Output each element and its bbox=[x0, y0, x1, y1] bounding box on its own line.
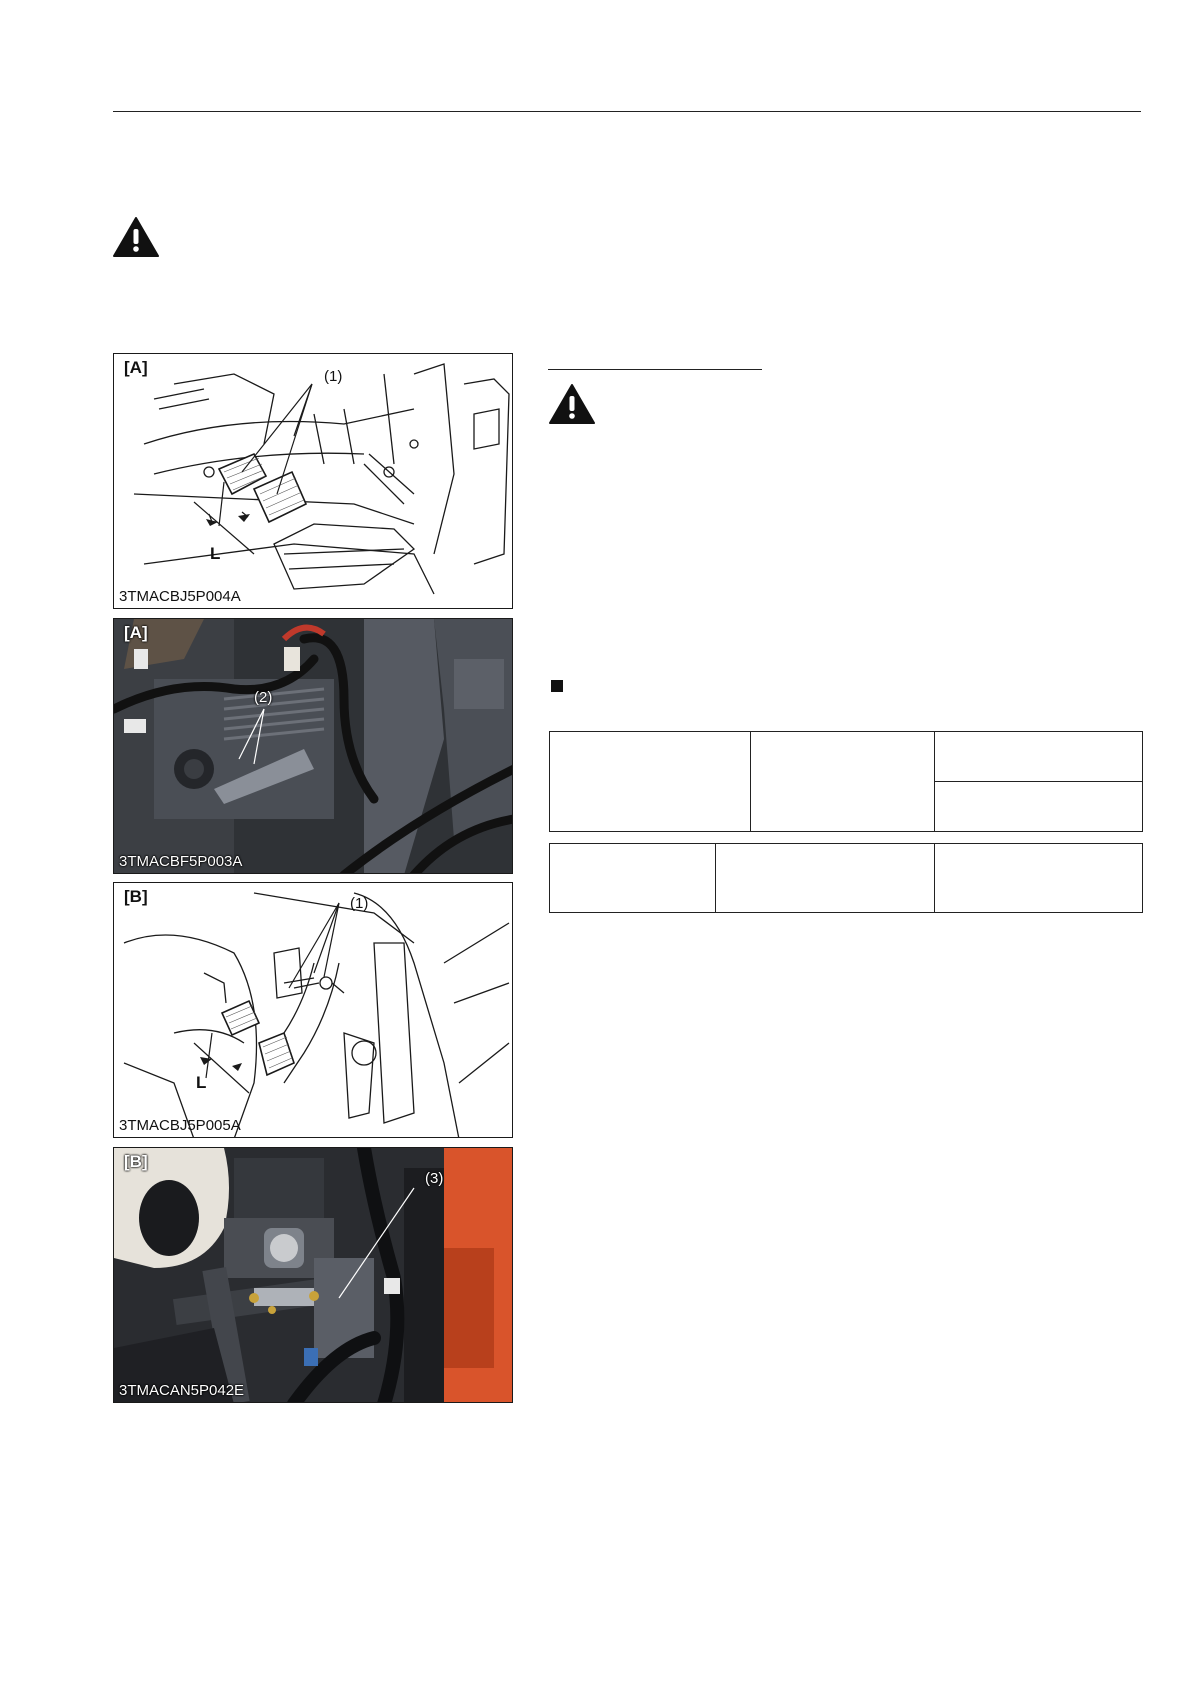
figure-photo-a bbox=[113, 618, 513, 874]
photo-a-illustration bbox=[114, 619, 513, 874]
photo-b-illustration bbox=[114, 1148, 513, 1403]
warning-triangle-icon bbox=[549, 383, 595, 425]
callout-pedal: (1) bbox=[324, 368, 343, 385]
figure-pedal-drawing-a bbox=[113, 353, 513, 609]
figure-code: 3TMACBJ5P005A bbox=[119, 1117, 241, 1134]
spec-table-torque bbox=[549, 843, 1143, 913]
spec-table-cell bbox=[751, 732, 935, 832]
figure-label: [A] bbox=[124, 358, 148, 377]
header-rule bbox=[113, 111, 1141, 112]
spec-table-pedal bbox=[549, 731, 1143, 832]
figure-code: 3TMACBF5P003A bbox=[119, 853, 243, 870]
spec-table-cell bbox=[550, 732, 751, 832]
callout-pedal: (1) bbox=[350, 895, 369, 912]
pedal-drawing-b-illustration bbox=[114, 883, 513, 1138]
figure-code: 3TMACBJ5P004A bbox=[119, 588, 241, 605]
spec-table-cell bbox=[935, 844, 1143, 913]
dimension-label: L bbox=[196, 1073, 207, 1092]
spec-table-cell bbox=[935, 732, 1143, 782]
pedal-drawing-a-illustration bbox=[114, 354, 513, 609]
square-bullet-icon bbox=[551, 680, 563, 692]
figure-label: [B] bbox=[124, 1152, 148, 1171]
figure-label: [A] bbox=[124, 623, 148, 642]
spec-table-cell bbox=[935, 782, 1143, 832]
spec-table-cell bbox=[716, 844, 935, 913]
figure-photo-b bbox=[113, 1147, 513, 1403]
dimension-label: L bbox=[210, 544, 221, 563]
figure-label: [B] bbox=[124, 887, 148, 906]
section-heading-rule bbox=[548, 369, 762, 370]
warning-triangle-icon bbox=[113, 216, 159, 258]
figure-pedal-drawing-b bbox=[113, 882, 513, 1138]
callout-switch: (2) bbox=[254, 689, 273, 706]
spec-table-cell bbox=[550, 844, 716, 913]
figure-code: 3TMACAN5P042E bbox=[119, 1382, 245, 1399]
callout-switch: (3) bbox=[425, 1170, 444, 1187]
